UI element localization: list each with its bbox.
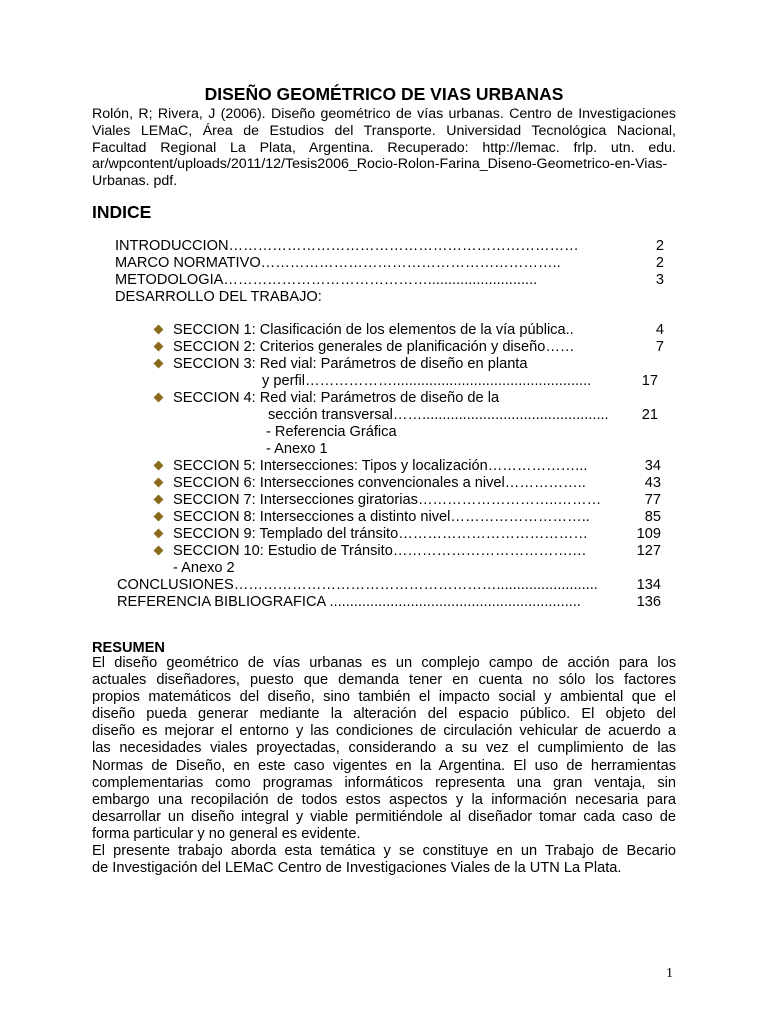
citation-line: Rolón, R; Rivera, J (2006). Diseño geométrico de vías urbanas. Centro de Investigaciones — [92, 106, 676, 122]
resumen-line: forma particular y no general es evidente. — [92, 825, 361, 842]
toc-page: 127 — [636, 543, 661, 559]
toc-entry — [115, 272, 680, 289]
toc-label: REFERENCIA BIBLIOGRAFICA .............................................................. — [117, 594, 581, 610]
toc-label: - Anexo 2 — [173, 560, 235, 576]
toc-entry — [173, 322, 678, 339]
diamond-bullet-icon — [154, 546, 164, 556]
toc-label: - Referencia Gráfica — [266, 424, 397, 440]
resumen-line: desarrollar un diseño integral y viable permitiéndole al diseñador tomar cada caso de — [92, 808, 676, 825]
resumen-body — [92, 655, 676, 877]
toc-entry — [173, 543, 678, 560]
toc-entry — [115, 255, 680, 272]
resumen-line: diseño pueda generar mediante la alteración del espacio público. El objeto del — [92, 706, 676, 723]
toc-page: 2 — [655, 255, 664, 271]
diamond-bullet-icon — [154, 529, 164, 539]
citation — [92, 106, 676, 190]
toc-page: 77 — [644, 492, 661, 508]
toc-label: SECCION 1: Clasificación de los elementos de la vía pública.. — [173, 322, 574, 338]
toc-label: SECCION 7: Intersecciones giratorias………………………..……… — [173, 492, 602, 508]
citation-line: Urbanas. pdf. — [92, 173, 178, 190]
toc-entry — [117, 577, 678, 594]
resumen-line: El presente trabajo aborda esta temática y se constituye en un Trabajo de Becario — [92, 843, 676, 860]
toc-label: SECCION 3: Red vial: Parámetros de diseño en planta — [173, 356, 528, 372]
toc-page: 4 — [655, 322, 664, 338]
resumen-heading: RESUMEN — [92, 640, 165, 656]
toc-label: SECCION 4: Red vial: Parámetros de diseño de la — [173, 390, 500, 406]
page-number: 1 — [666, 966, 673, 981]
diamond-bullet-icon — [154, 359, 164, 369]
diamond-bullet-icon — [154, 478, 164, 488]
toc-page: 134 — [636, 577, 661, 593]
diamond-bullet-icon — [154, 342, 164, 352]
toc-page: 2 — [655, 238, 664, 254]
toc-label: MARCO NORMATIVO…………………………………………………….. — [115, 255, 561, 271]
resumen-line: diseño es mejorar el entorno y las condiciones de circulación vehicular de acuerdo a — [92, 723, 676, 740]
toc-page: 136 — [636, 594, 661, 610]
toc-entry — [173, 492, 678, 509]
toc-entry — [262, 373, 678, 390]
toc-label: SECCION 5: Intersecciones: Tipos y localización………………... — [173, 458, 588, 474]
toc-label: sección transversal…….............................................. — [268, 407, 609, 423]
toc-entry — [173, 560, 473, 577]
indice-heading: INDICE — [92, 202, 152, 222]
toc-page: 43 — [644, 475, 661, 491]
citation-line: ar/wpcontent/uploads/2011/12/Tesis2006_Rocio-Rolon-Farina_Diseno-Geometrico-en-Vias- — [92, 156, 668, 173]
toc-label: INTRODUCCION……………………………………………………………… — [115, 238, 579, 254]
resumen-line: de Investigación del LEMaC Centro de Investigaciones Viales de la UTN La Plata. — [92, 860, 622, 877]
resumen-line: propios matemáticos del diseño, sino también el impacto social y ambiental que el — [92, 689, 676, 706]
resumen-line: embargo una recopilación de todos estos aspectos y la información necesaria para — [92, 791, 676, 808]
toc-entry — [173, 356, 678, 373]
toc-entry — [115, 289, 680, 306]
toc-entry — [268, 407, 678, 424]
toc-page: 17 — [641, 373, 658, 389]
toc-label: METODOLOGIA……………………………………........................... — [115, 272, 538, 288]
toc-entry — [173, 526, 678, 543]
diamond-bullet-icon — [154, 325, 164, 335]
toc-page: 3 — [655, 272, 664, 288]
resumen-line: las necesidades viales proyectadas, considerando a su vez el cumplimiento de las — [92, 740, 676, 757]
toc-label: SECCION 8: Intersecciones a distinto nivel……………………….. — [173, 509, 590, 525]
diamond-bullet-icon — [154, 495, 164, 505]
toc-entry — [173, 509, 678, 526]
resumen-line: Normas de Diseño, en este caso vigentes en la Argentina. El uso de herramientas — [92, 757, 676, 774]
diamond-bullet-icon — [154, 393, 164, 403]
citation-line: Facultad Regional La Plata, Argentina. Recuperado: http://lemac. frlp. utn. edu. — [92, 139, 676, 156]
toc-label: DESARROLLO DEL TRABAJO: — [115, 289, 322, 305]
toc-page: 7 — [655, 339, 664, 355]
resumen-line: complementarias como programas informáticos representa una gran ventaja, sin — [92, 774, 676, 791]
toc-entry — [173, 458, 678, 475]
toc-entry — [173, 390, 678, 407]
toc-label: SECCION 10: Estudio de Tránsito……………………………….… — [173, 543, 587, 559]
toc-entry — [115, 238, 680, 255]
document-title: DISEÑO GEOMÉTRICO DE VIAS URBANAS — [204, 84, 564, 104]
toc-page: 34 — [644, 458, 661, 474]
toc-label: y perfil………………................................................. — [262, 373, 592, 389]
citation-line: Viales LEMaC, Área de Estudios del Transporte. Universidad Tecnológica Nacional, — [92, 122, 676, 139]
toc-page: 85 — [644, 509, 661, 525]
toc-entry — [173, 339, 678, 356]
resumen-line: actuales diseñadores, puesto que demanda tener en cuenta no sólo los factores — [92, 672, 676, 689]
diamond-bullet-icon — [154, 512, 164, 522]
toc-label: SECCION 6: Intersecciones convencionales a nivel…………….. — [173, 475, 586, 491]
toc-label: SECCION 2: Criterios generales de planificación y diseño…… — [173, 339, 575, 355]
toc-entry — [266, 441, 566, 458]
toc-label: CONCLUSIONES………………………………………………......................... — [117, 577, 598, 593]
toc-label: SECCION 9: Templado del tránsito………………………………… — [173, 526, 588, 542]
toc-entry — [173, 475, 678, 492]
toc-page: 21 — [641, 407, 658, 423]
resumen-line: El diseño geométrico de vías urbanas es un complejo campo de acción para los — [92, 655, 676, 671]
diamond-bullet-icon — [154, 461, 164, 471]
toc-entry — [266, 424, 566, 441]
toc-page: 109 — [636, 526, 661, 542]
toc-entry — [117, 594, 678, 611]
toc-label: - Anexo 1 — [266, 441, 328, 457]
